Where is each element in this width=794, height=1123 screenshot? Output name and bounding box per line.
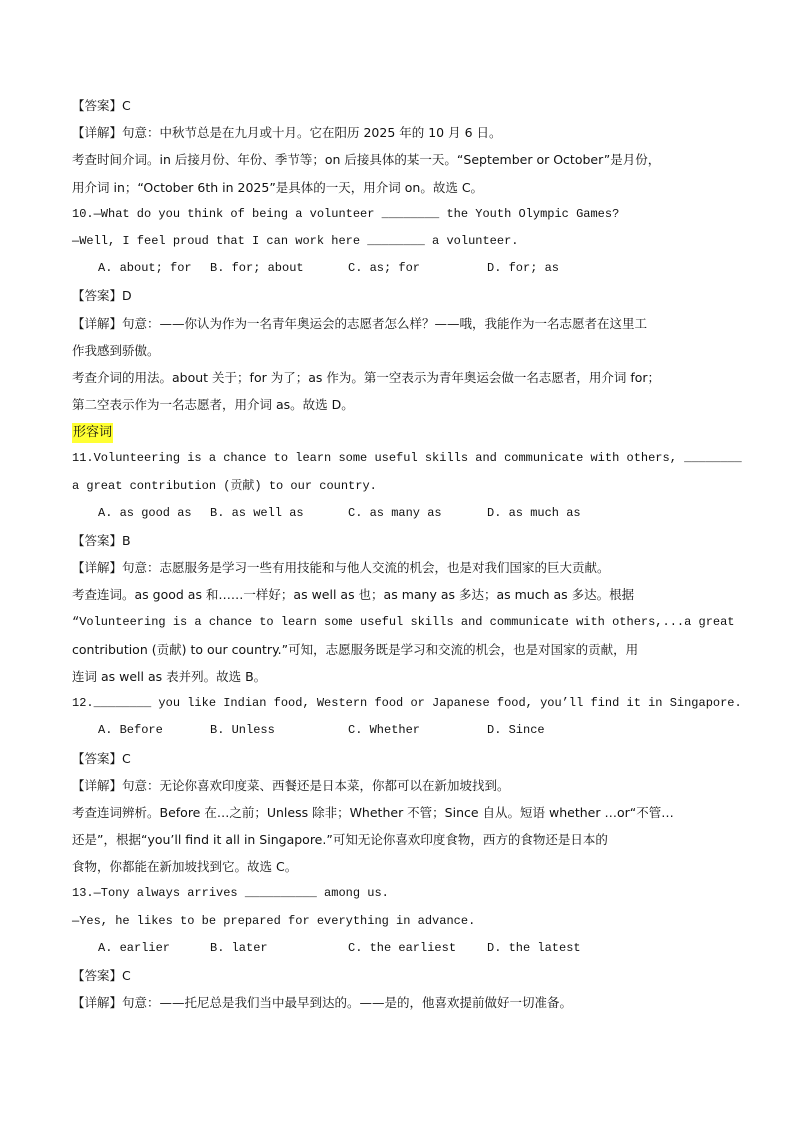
answer-line: 【答案】B <box>72 533 131 548</box>
explanation-line: 【详解】句意：志愿服务是学习一些有用技能和与他人交流的机会，也是对我们国家的巨大贡献。 <box>72 560 610 576</box>
question-stem: 12.________ you like Indian food, Western food or Japanese food, you’ll find it in Singapore. <box>72 696 742 711</box>
explanation-line: 考查时间介词。in 后接月份、年份、季节等；on 后接具体的某一天。“September or October”是月份， <box>72 152 661 168</box>
option-a: A. about; for <box>98 261 192 276</box>
option-a: A. Before <box>98 723 163 738</box>
question-options <box>72 255 732 282</box>
explanation-line: 【详解】句意：无论你喜欢印度菜、西餐还是日本菜，你都可以在新加坡找到。 <box>72 777 510 793</box>
explanation-line: 食物，你都能在新加坡找到它。故选 C。 <box>72 859 298 875</box>
option-d: D. Since <box>487 723 545 738</box>
section-heading: 形容词 <box>72 423 113 443</box>
explanation-line: 【详解】句意：——你认为作为一名青年奥运会的志愿者怎么样？——哦，我能作为一名志愿者在这里工 <box>72 315 648 331</box>
answer-line: 【答案】C <box>72 968 131 983</box>
question-stem: 10.—What do you think of being a volunteer ________ the Youth Olympic Games? <box>72 206 620 221</box>
answer-line: 【答案】C <box>72 750 131 766</box>
option-a: A. as good as <box>98 505 192 520</box>
question-options <box>72 717 732 744</box>
option-b: B. later <box>210 940 268 955</box>
option-c: C. as; for <box>348 261 421 276</box>
option-b: B. Unless <box>210 723 275 738</box>
option-c: C. the earliest <box>348 940 457 955</box>
question-stem: —Yes, he likes to be prepared for everything in advance. <box>72 913 476 928</box>
explanation-line: 连词 as well as 表并列。故选 B。 <box>72 668 267 684</box>
explanation-line: 用介词 in；“October 6th in 2025”是具体的一天，用介词 on。故选 C。 <box>72 179 484 195</box>
question-options <box>72 500 732 527</box>
answer-line: 【答案】C <box>72 98 131 113</box>
option-b: B. for; about <box>210 261 304 276</box>
option-d: D. as much as <box>487 505 581 520</box>
answer-line: 【答案】D <box>72 288 132 304</box>
option-d: D. for; as <box>487 261 560 276</box>
option-c: C. Whether <box>348 723 421 738</box>
question-stem: —Well, I feel proud that I can work here ________ a volunteer. <box>72 233 519 248</box>
explanation-line: 还是”，根据“you’ll find it all in Singapore.”可知无论你喜欢印度食物，西方的食物还是日本的 <box>72 832 608 848</box>
section-heading-row <box>72 418 732 445</box>
explanation-line: 【详解】句意：中秋节总是在九月或十月。它在阳历 2025 年的 10 月 6 日。 <box>72 125 502 141</box>
explanation-line: 考查介词的用法。about 关于；for 为了；as 作为。第一空表示为青年奥运会做一名志愿者，用介词 for； <box>72 369 661 385</box>
option-b: B. as well as <box>210 505 304 520</box>
question-options <box>72 935 732 962</box>
explanation-line: contribution (贡献) to our country.”可知，志愿服务既是学习和交流的机会，也是对国家的贡献，用 <box>72 641 639 657</box>
explanation-line: “Volunteering is a chance to learn some useful skills and communicate with others,...a great <box>72 614 735 629</box>
option-a: A. earlier <box>98 940 171 955</box>
explanation-line: 第二空表示作为一名志愿者，用介词 as。故选 D。 <box>72 397 354 413</box>
question-stem: a great contribution (贡献) to our country. <box>72 478 377 493</box>
explanation-line: 【详解】句意：——托尼总是我们当中最早到达的。——是的，他喜欢提前做好一切准备。 <box>72 995 573 1011</box>
question-stem: 13.—Tony always arrives __________ among us. <box>72 886 389 901</box>
option-c: C. as many as <box>348 505 442 520</box>
document-page <box>72 92 742 1016</box>
explanation-line: 考查连词辨析。Before 在…之前；Unless 除非；Whether 不管；Since 自从。短语 whether …or“不管… <box>72 804 674 820</box>
explanation-line: 作我感到骄傲。 <box>72 342 160 358</box>
explanation-line: 考查连词。as good as 和……一样好；as well as 也；as many as 多达；as much as 多达。根据 <box>72 587 635 603</box>
option-d: D. the latest <box>487 940 581 955</box>
question-stem: 11.Volunteering is a chance to learn some useful skills and communicate with others, ________ <box>72 451 742 466</box>
